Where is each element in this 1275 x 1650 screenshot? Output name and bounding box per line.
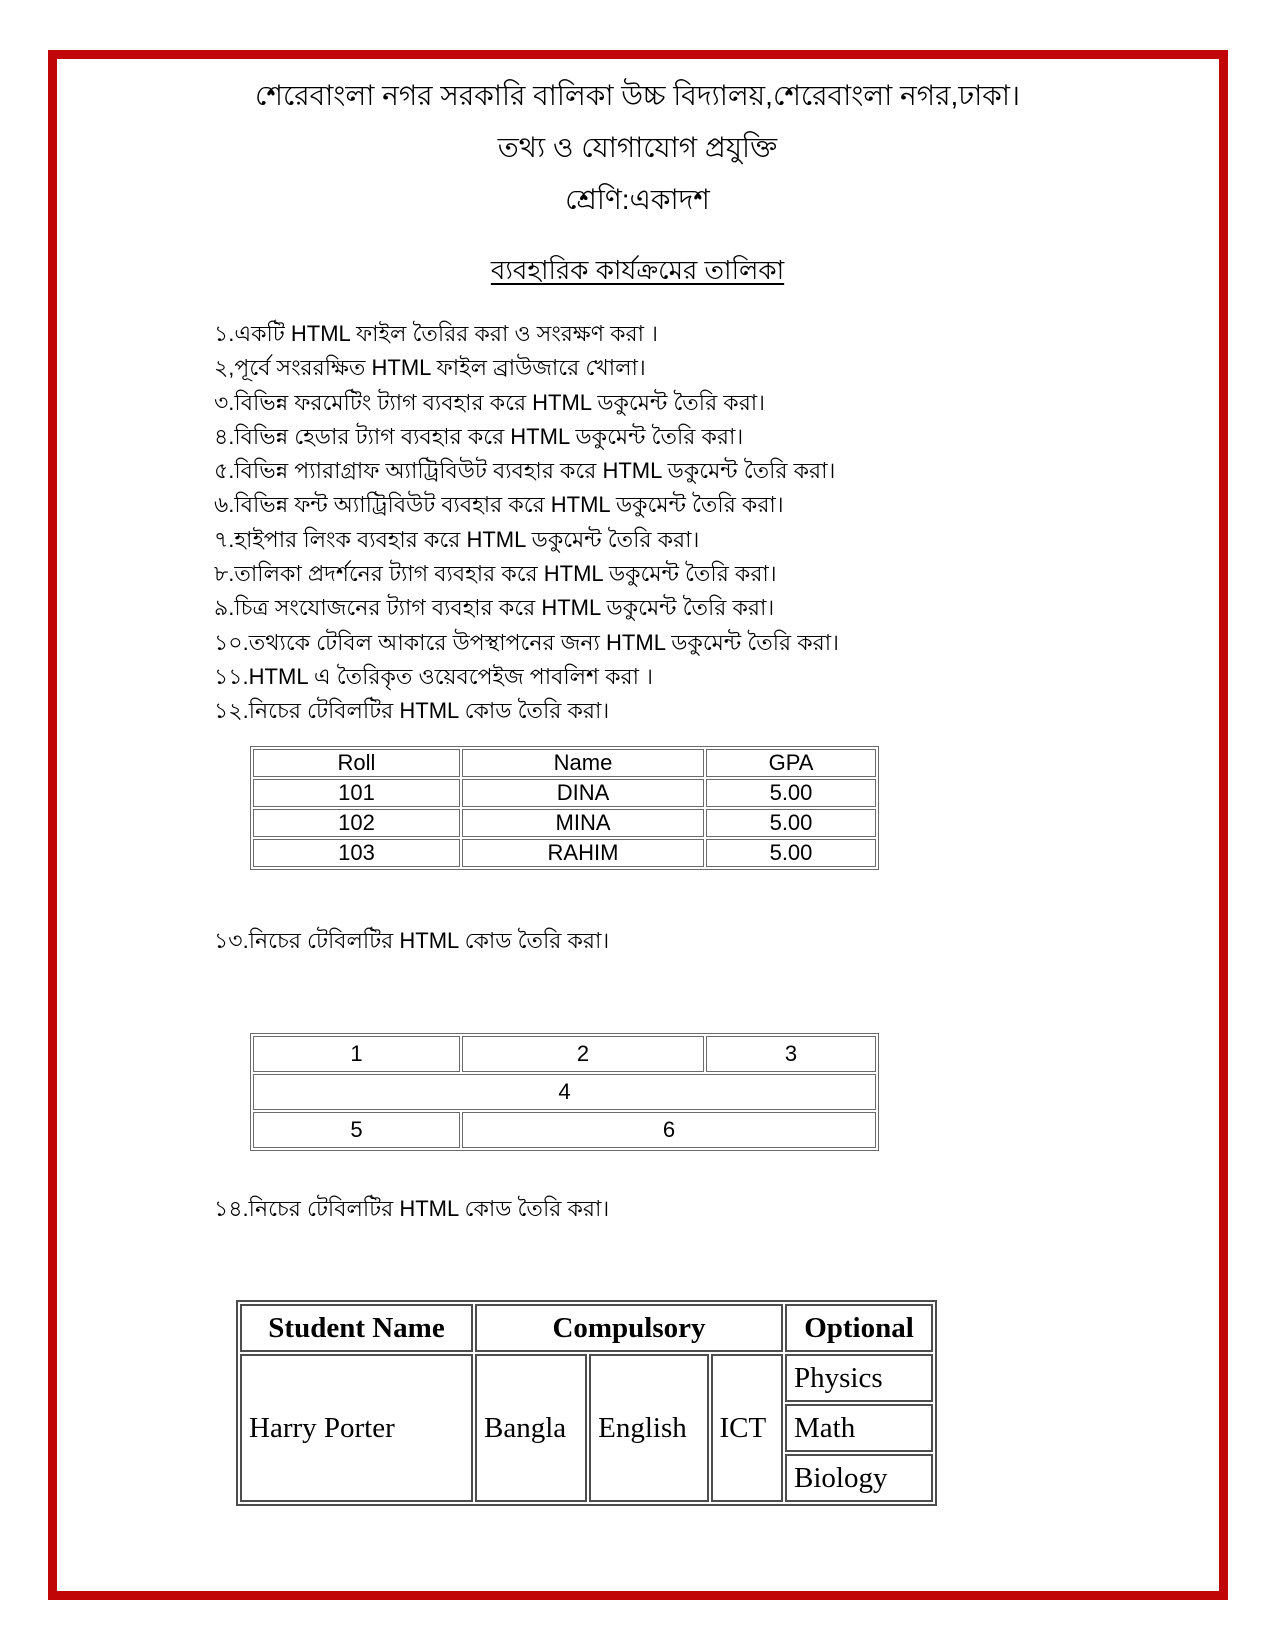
column-header: GPA — [706, 749, 876, 777]
table-row — [253, 749, 876, 777]
table-row — [253, 809, 876, 837]
table-cell-colspan: 4 — [253, 1074, 876, 1110]
table-row — [240, 1354, 933, 1402]
span-table — [250, 1033, 879, 1151]
table-cell: 3 — [706, 1036, 876, 1072]
title-line-subject: তথ্য ও যোগাযোগ প্রযুক্তি — [497, 132, 778, 163]
task-item-6: ৬.বিভিন্ন ফন্ট অ্যাট্রিবিউট ব্যবহার করে HTML ডকুমেন্ট তৈরি করা। — [214, 492, 784, 518]
table-row — [253, 839, 876, 867]
table-row — [253, 1074, 876, 1110]
task-item-14: ১৪.নিচের টেবিলটির HTML কোড তৈরি করা। — [214, 1196, 610, 1221]
result-table — [250, 746, 879, 870]
task-item-10: ১০.তথ্যকে টেবিল আকারে উপস্থাপনের জন্য HTML ডকুমেন্ট তৈরি করা। — [214, 629, 839, 655]
subjects-table — [236, 1300, 937, 1506]
table-cell-compulsory: English — [589, 1354, 708, 1502]
task-item-3: ৩.বিভিন্ন ফরমেটিং ট্যাগ ব্যবহার করে HTML ডকুমেন্ট তৈরি করা। — [214, 389, 766, 415]
table-cell: 2 — [462, 1036, 704, 1072]
table-cell: 5.00 — [706, 839, 876, 867]
table-cell: DINA — [462, 779, 704, 807]
task-item-9: ৯.চিত্র সংযোজনের ট্যাগ ব্যবহার করে HTML ডকুমেন্ট তৈরি করা। — [214, 595, 775, 621]
subjects-table-wrapper — [236, 1300, 937, 1506]
task-item-8: ৮.তালিকা প্রদর্শনের ট্যাগ ব্যবহার করে HTML ডকুমেন্ট তৈরি করা। — [214, 561, 777, 587]
table-row — [253, 1112, 876, 1148]
column-header: Student Name — [240, 1304, 473, 1352]
task-item-5: ৫.বিভিন্ন প্যারাগ্রাফ অ্যাট্রিবিউট ব্যবহার করে HTML ডকুমেন্ট তৈরি করা। — [214, 458, 836, 484]
task-item-13: ১৩.নিচের টেবিলটির HTML কোড তৈরি করা। — [214, 928, 610, 953]
table-cell-student: Harry Porter — [240, 1354, 473, 1502]
task-item-4: ৪.বিভিন্ন হেডার ট্যাগ ব্যবহার করে HTML ডকুমেন্ট তৈরি করা। — [214, 423, 744, 449]
table-cell: 5 — [253, 1112, 460, 1148]
table-cell: RAHIM — [462, 839, 704, 867]
result-table-wrapper — [250, 746, 879, 870]
table-cell: 103 — [253, 839, 460, 867]
table-cell-optional: Biology — [785, 1454, 933, 1502]
table-cell: 102 — [253, 809, 460, 837]
table-cell: MINA — [462, 809, 704, 837]
document-title — [60, 70, 1215, 226]
table-row — [240, 1304, 933, 1352]
column-header: Compulsory — [475, 1304, 783, 1352]
table-cell-colspan: 6 — [462, 1112, 876, 1148]
table-cell: 101 — [253, 779, 460, 807]
section-heading: ব্যবহারিক কার্যক্রমের তালিকা — [490, 255, 785, 285]
table-row — [253, 1036, 876, 1072]
table-cell-optional: Math — [785, 1404, 933, 1452]
table-row — [253, 779, 876, 807]
table-cell-optional: Physics — [785, 1354, 933, 1402]
column-header: Roll — [253, 749, 460, 777]
column-header: Optional — [785, 1304, 933, 1352]
column-header: Name — [462, 749, 704, 777]
task-list — [214, 317, 839, 729]
title-line-class: শ্রেণি:একাদশ — [565, 184, 710, 215]
task-item-1: ১.একটি HTML ফাইল তৈরির করা ও সংরক্ষণ করা । — [214, 321, 658, 346]
task-item-7: ৭.হাইপার লিংক ব্যবহার করে HTML ডকুমেন্ট তৈরি করা। — [214, 526, 700, 552]
span-table-wrapper — [250, 1033, 879, 1151]
task-item-12: ১২.নিচের টেবিলটির HTML কোড তৈরি করা। — [214, 698, 610, 724]
task-item-11: ১১.HTML এ তৈরিকৃত ওয়েবপেইজ পাবলিশ করা । — [214, 663, 653, 689]
title-line-school: শেরেবাংলা নগর সরকারি বালিকা উচ্চ বিদ্যালয়,শেরেবাংলা নগর,ঢাকা। — [255, 80, 1020, 111]
table-cell: 5.00 — [706, 809, 876, 837]
table-cell: 5.00 — [706, 779, 876, 807]
table-cell: 1 — [253, 1036, 460, 1072]
table-cell-compulsory: ICT — [711, 1354, 783, 1502]
table-cell-compulsory: Bangla — [475, 1354, 587, 1502]
task-item-2: ২,পূর্বে সংররক্ষিত HTML ফাইল ব্রাউজারে খোলা। — [214, 355, 646, 381]
